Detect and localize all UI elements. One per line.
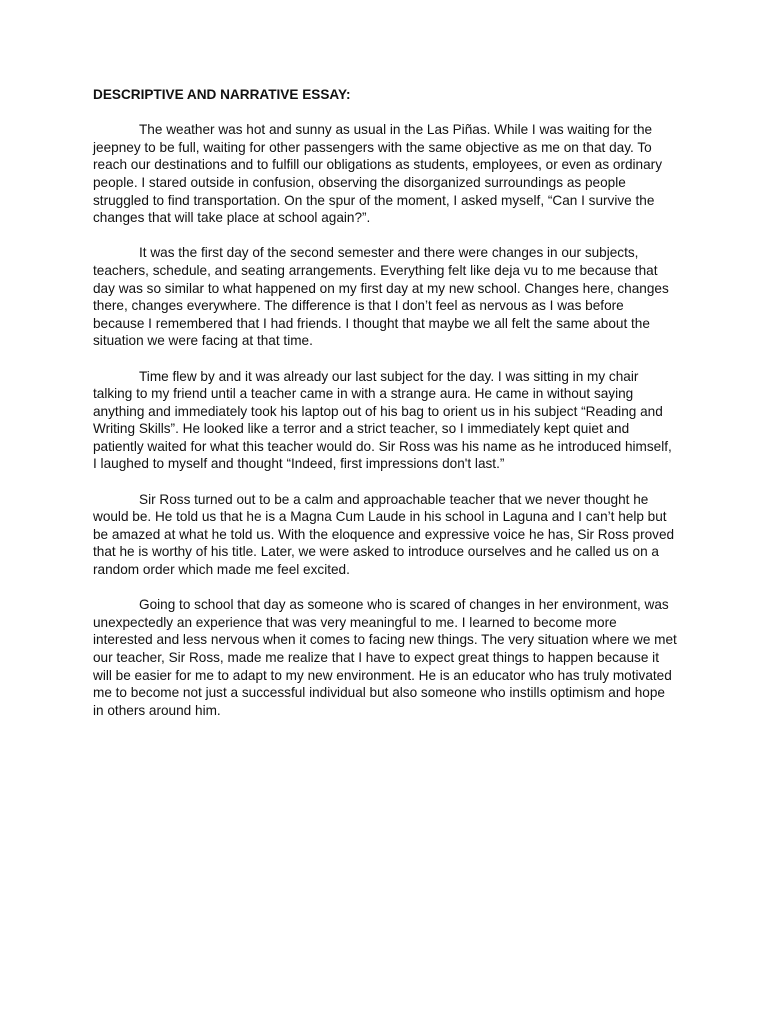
essay-title: DESCRIPTIVE AND NARRATIVE ESSAY:	[93, 87, 351, 102]
essay-paragraph-4: Sir Ross turned out to be a calm and approachable teacher that we never thought he would be. He told us that he is a Magna Cum Laude in his school in Laguna and I can’t help but be amazed at what he told us. With the eloquence and expressive voice he has, Sir Ross proved that he is worthy of his title. Later, we were asked to introduce ourselves and he called us on a random order which made me feel excited.	[93, 491, 675, 578]
essay-paragraph-1: The weather was hot and sunny as usual in the Las Piñas. While I was waiting for the jeepney to be full, waiting for other passengers with the same objective as me on that day. To reach our destinations and to fulfill our obligations as students, employees, or even as ordinary people. I stared outside in confusion, observing the disorganized surroundings as people struggled to find transportation. On the spur of the moment, I asked myself, “Can I survive the changes that will take place at school again?”.	[93, 122, 662, 226]
essay-paragraph-3: Time flew by and it was already our last subject for the day. I was sitting in my chair talking to my friend until a teacher came in with a strange aura. He came in without saying anything and immediately took his laptop out of his bag to orient us in his subject “Reading and Writing Skills”. He looked like a terror and a strict teacher, so I immediately kept quiet and patiently waited for what this teacher would do. Sir Ross was his name as he introduced himself, I laughed to myself and thought “Indeed, first impressions don't last.”	[93, 368, 672, 472]
essay-body	[93, 86, 678, 737]
essay-paragraph-2: It was the first day of the second semester and there were changes in our subjects, teachers, schedule, and seating arrangements. Everything felt like deja vu to me because that day was so similar to what happened on my first day at my new school. Changes here, changes there, changes everywhere. The difference is that I don’t feel as nervous as I was before because I remembered that I had friends. I thought that maybe we all felt the same about the situation we were facing at that time.	[93, 245, 669, 349]
essay-paragraph-5: Going to school that day as someone who is scared of changes in her environment, was unexpectedly an experience that was very meaningful to me. I learned to become more interested and less nervous when it comes to facing new things. The very situation where we met our teacher, Sir Ross, made me realize that I have to expect great things to happen because it will be easier for me to adapt to my new environment. He is an educator who has truly motivated me to become not just a successful individual but also someone who instills optimism and hope in others around him.	[93, 597, 677, 718]
